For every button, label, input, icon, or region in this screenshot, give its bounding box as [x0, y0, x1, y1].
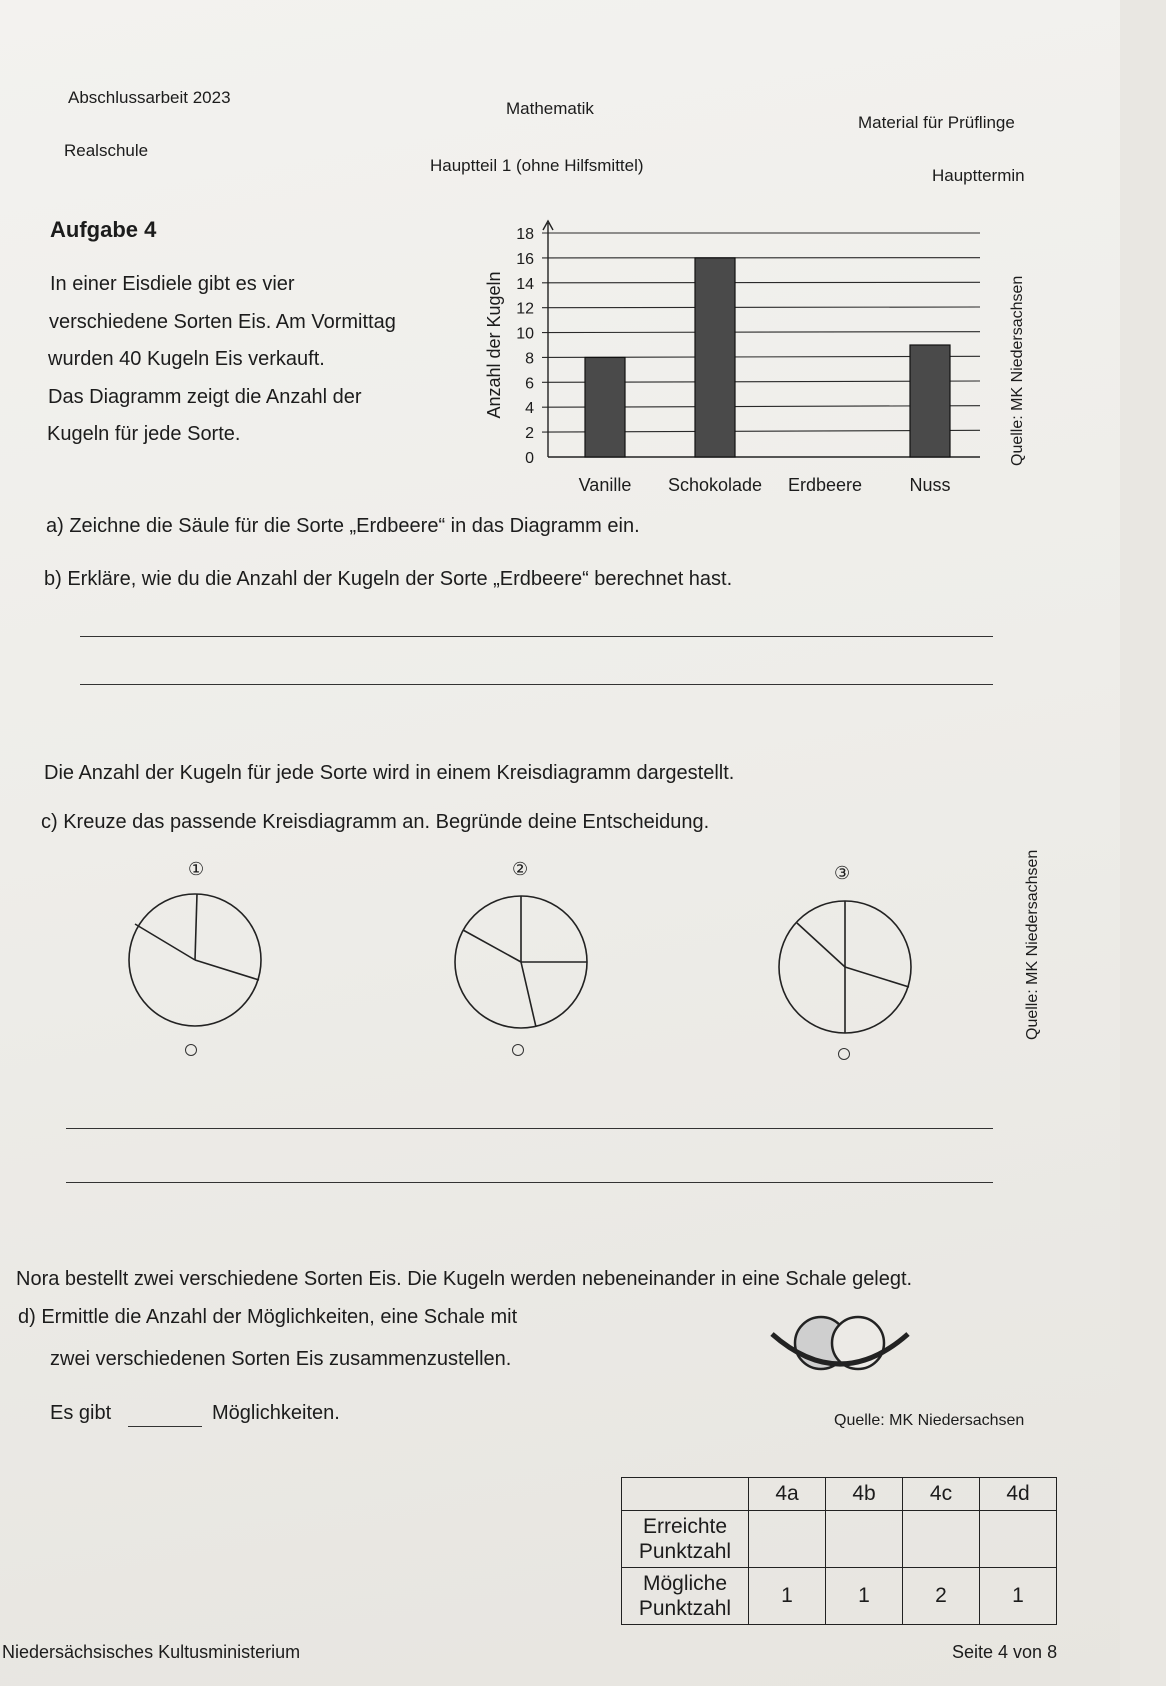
pie-2-radio[interactable] — [512, 1044, 524, 1056]
pie-label-1: ① — [188, 859, 205, 879]
intro-line-1: In einer Eisdiele gibt es vier — [50, 273, 295, 295]
answer-line-c1[interactable] — [66, 1128, 993, 1129]
y-tick-label-12: 12 — [516, 300, 534, 318]
x-tick-label-schokolade: Schokolade — [667, 475, 763, 495]
score-table-corner — [622, 1478, 749, 1511]
achieved-4d[interactable] — [980, 1511, 1057, 1568]
y-tick-label-4: 4 — [525, 400, 534, 418]
subtask-a: a) Zeichne die Säule für die Sorte „Erdbeere“ in das Diagramm ein. — [46, 515, 640, 537]
x-tick-label-nuss: Nuss — [909, 475, 951, 495]
answer-line-c2[interactable] — [66, 1182, 993, 1183]
score-table — [621, 1477, 1057, 1625]
achieved-4c[interactable] — [903, 1511, 980, 1568]
y-tick-label-10: 10 — [516, 325, 534, 343]
y-tick-label-0: 0 — [525, 450, 534, 467]
pie-chart-3 — [775, 897, 915, 1037]
y-tick-label-2: 2 — [525, 425, 534, 443]
achieved-4a[interactable] — [749, 1511, 826, 1568]
y-axis-label: Anzahl der Kugeln — [484, 271, 504, 419]
achieved-4b[interactable] — [826, 1511, 903, 1568]
chart-source: Quelle: MK Niedersachsen — [1009, 275, 1026, 466]
pie-1-radio[interactable] — [185, 1044, 197, 1056]
subtask-d-line-1: d) Ermittle die Anzahl der Möglichkeiten, eine Schale mit — [18, 1306, 518, 1328]
col-header-4a: 4a — [749, 1478, 826, 1511]
pies-source: Quelle: MK Niedersachsen — [1024, 849, 1041, 1040]
pie-label-2: ② — [512, 859, 529, 879]
x-tick-label-erdbeere: Erdbeere — [787, 475, 863, 495]
intro-line-3: wurden 40 Kugeln Eis verkauft. — [48, 348, 325, 370]
subtask-c: c) Kreuze das passende Kreisdiagramm an. Begründe deine Entscheidung. — [41, 811, 710, 833]
answer-line-b1[interactable] — [80, 636, 993, 637]
pie-chart-1 — [125, 890, 265, 1030]
answer-blank-d[interactable] — [128, 1426, 202, 1427]
intro-line-5: Kugeln für jede Sorte. — [47, 423, 241, 445]
intro-line-4: Das Diagramm zeigt die Anzahl der — [48, 386, 362, 408]
answer-suffix: Möglichkeiten. — [212, 1402, 340, 1424]
bar-nuss — [910, 345, 950, 457]
y-tick-label-18: 18 — [516, 226, 534, 243]
pie-label-3: ③ — [834, 863, 851, 883]
date-type: Haupttermin — [932, 166, 1025, 185]
row-label-possible-line2: Punktzahl — [638, 1597, 732, 1620]
exam-part: Hauptteil 1 (ohne Hilfsmittel) — [430, 156, 644, 175]
bar-schokolade — [695, 258, 735, 457]
col-header-4d: 4d — [980, 1478, 1057, 1511]
possible-4d: 1 — [980, 1568, 1057, 1625]
bar-vanille — [585, 357, 625, 457]
gridline-12 — [542, 307, 980, 308]
possible-4b: 1 — [826, 1568, 903, 1625]
pie-chart-2 — [451, 892, 591, 1032]
subject: Mathematik — [506, 99, 594, 118]
y-tick-label-14: 14 — [516, 275, 534, 293]
gridline-10 — [542, 332, 980, 333]
task-title: Aufgabe 4 — [50, 217, 157, 242]
subtask-b: b) Erkläre, wie du die Anzahl der Kugeln der Sorte „Erdbeere“ berechnet hast. — [44, 568, 733, 590]
answer-line-b2[interactable] — [80, 684, 993, 685]
exam-title: Abschlussarbeit 2023 — [68, 88, 231, 107]
col-header-4b: 4b — [826, 1478, 903, 1511]
subtask-d-line-2: zwei verschiedenen Sorten Eis zusammenzustellen. — [50, 1348, 512, 1370]
y-tick-label-6: 6 — [525, 375, 534, 393]
row-label-achieved-line1: Erreichte — [642, 1515, 728, 1538]
footer-ministry: Niedersächsisches Kultusministerium — [2, 1642, 301, 1662]
answer-prefix: Es gibt — [50, 1402, 112, 1424]
possible-4a: 1 — [749, 1568, 826, 1625]
nora-text: Nora bestellt zwei verschiedene Sorten Eis. Die Kugeln werden nebeneinander in eine Schale gelegt. — [16, 1268, 913, 1290]
ice-cream-bowl-icon — [768, 1312, 913, 1374]
school-type: Realschule — [64, 141, 149, 160]
possible-4c: 2 — [903, 1568, 980, 1625]
bowl-source: Quelle: MK Niedersachsen — [834, 1412, 1025, 1429]
row-label-achieved — [622, 1511, 749, 1568]
material-label: Material für Prüflinge — [858, 113, 1015, 132]
row-label-achieved-line2: Punktzahl — [638, 1540, 732, 1563]
pie-intro: Die Anzahl der Kugeln für jede Sorte wird in einem Kreisdiagramm dargestellt. — [44, 762, 735, 784]
pie-3-radio[interactable] — [838, 1048, 850, 1060]
intro-line-2: verschiedene Sorten Eis. Am Vormittag — [49, 311, 396, 333]
y-tick-label-8: 8 — [525, 350, 534, 368]
row-label-possible — [622, 1568, 749, 1625]
bar-chart — [480, 215, 1020, 505]
col-header-4c: 4c — [903, 1478, 980, 1511]
row-label-possible-line1: Mögliche — [642, 1572, 728, 1595]
y-tick-label-16: 16 — [516, 250, 534, 268]
footer-page: Seite 4 von 8 — [952, 1642, 1058, 1662]
x-tick-label-vanille: Vanille — [578, 475, 632, 495]
